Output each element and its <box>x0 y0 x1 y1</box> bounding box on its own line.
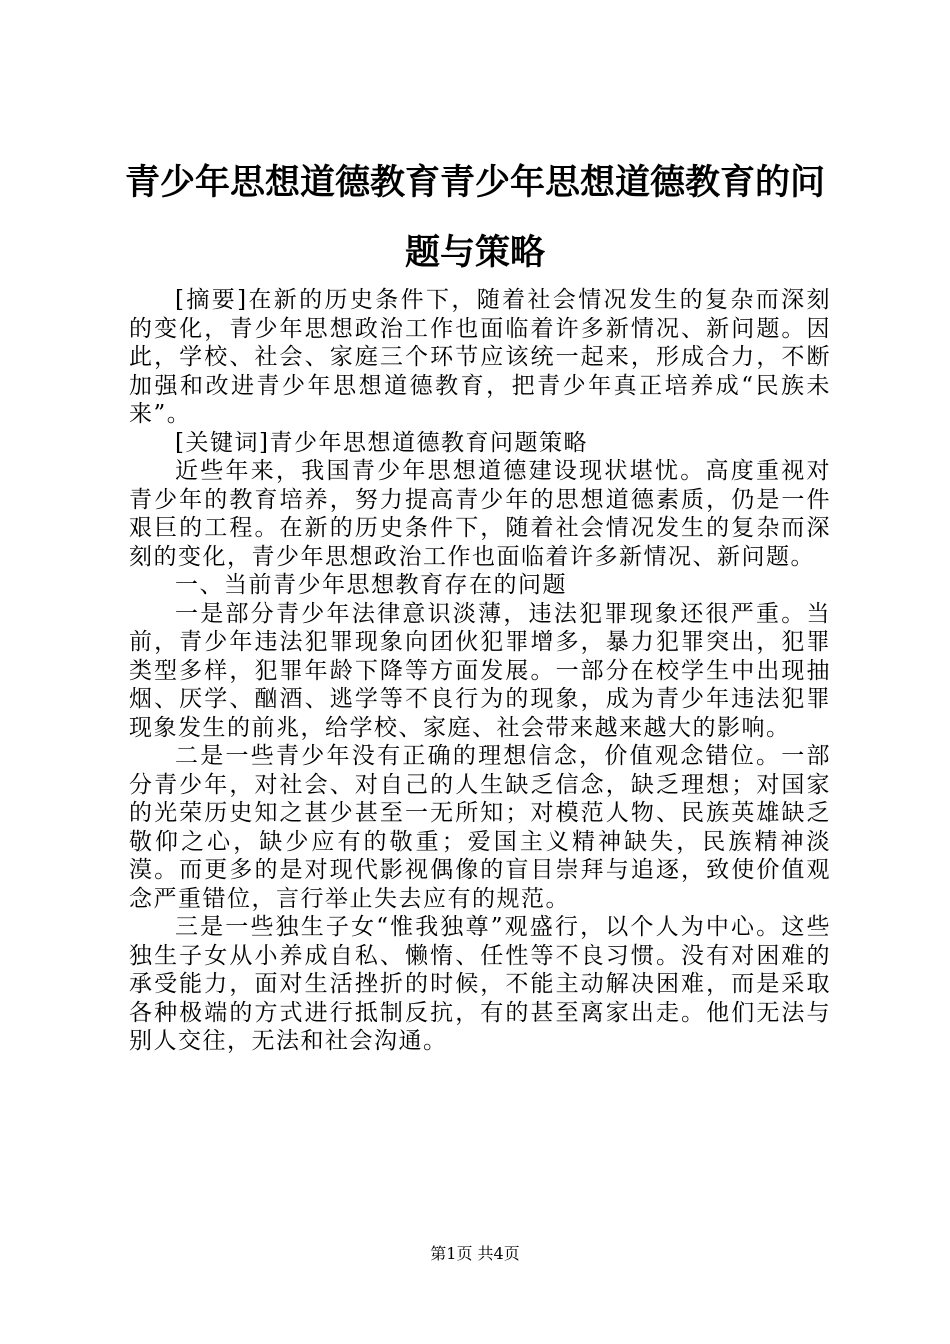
body-paragraph-1: 一是部分青少年法律意识淡薄，违法犯罪现象还很严重。当前，青少年违法犯罪现象向团伙犯罪增多，暴力犯罪突出，犯罪类型多样，犯罪年龄下降等方面发展。一部分在校学生中出现抽烟、厌学、酗酒、逃学等不良行为的现象，成为青少年违法犯罪现象发生的前兆，给学校、家庭、社会带来越来越大的影响。 <box>129 600 831 741</box>
body-paragraph-2: 二是一些青少年没有正确的理想信念，价值观念错位。一部分青少年，对社会、对自己的人生缺乏信念，缺乏理想；对国家的光荣历史知之甚少甚至一无所知；对模范人物、民族英雄缺乏敬仰之心，缺少应有的敬重；爱国主义精神缺失，民族精神淡漠。而更多的是对现代影视偶像的盲目崇拜与追逐，致使价值观念严重错位，言行举止失去应有的规范。 <box>129 743 831 912</box>
keywords-paragraph: [关键词]青少年思想道德教育问题策略 <box>175 429 588 456</box>
abstract-paragraph: [摘要]在新的历史条件下，随着社会情况发生的复杂而深刻的变化，青少年思想政治工作也面临着许多新情况、新问题。因此，学校、社会、家庭三个环节应该统一起来，形成合力，不断加强和改进青少年思想道德教育，把青少年真正培养成“民族未来”。 <box>129 287 831 427</box>
section-heading: 一、当前青少年思想教育存在的问题 <box>175 572 567 598</box>
body-paragraph-3: 三是一些独生子女“惟我独尊”观盛行，以个人为中心。这些独生子女从小养成自私、懒惰、任性等不良习惯。没有对困难的承受能力，面对生活挫折的时候，不能主动解决困难，而是采取各种极端的方式进行抵制反抗，有的甚至离家出走。他们无法与别人交往，无法和社会沟通。 <box>129 914 831 1054</box>
document-title: 青少年思想道德教育青少年思想道德教育的问题与策略 <box>124 163 825 273</box>
document-body <box>129 286 831 1056</box>
page-footer: 第1页 共4页 <box>430 1244 520 1263</box>
intro-paragraph: 近些年来，我国青少年思想道德建设现状堪忧。高度重视对青少年的教育培养，努力提高青少年的思想道德素质，仍是一件艰巨的工程。在新的历史条件下，随着社会情况发生的复杂而深刻的变化，青少年思想政治工作也面临着许多新情况、新问题。 <box>129 458 831 570</box>
